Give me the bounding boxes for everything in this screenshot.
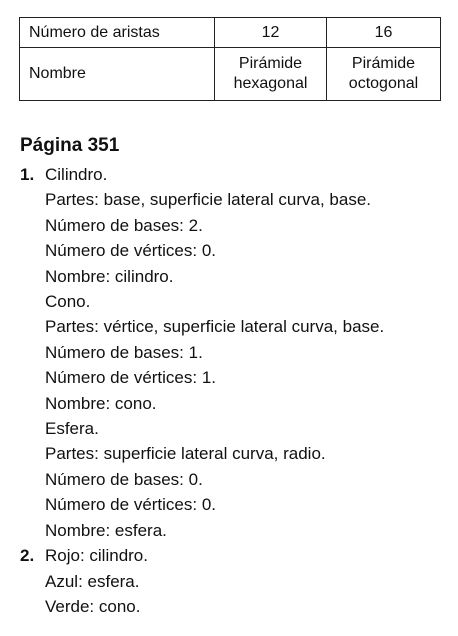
answer-text: Cono. (45, 292, 91, 312)
answer-text: Rojo: cilindro. (45, 546, 148, 566)
answer-text: Número de vértices: 0. (45, 241, 217, 261)
answer-text: Nombre: esfera. (45, 520, 167, 540)
answer-line (20, 594, 384, 619)
answer-line (20, 492, 384, 517)
shapes-table (19, 17, 441, 101)
answer-text: Número de bases: 2. (45, 215, 203, 235)
table-cell-value: 16 (327, 18, 441, 48)
answer-line (20, 238, 384, 263)
answer-line (20, 441, 384, 466)
answer-number: 1. (20, 165, 35, 184)
table-cell-value (327, 48, 441, 101)
answer-list (20, 162, 384, 619)
cell-text-line: Pirámide (238, 55, 303, 72)
section-title: Página 351 (20, 135, 120, 156)
answer-number: 2. (20, 546, 35, 566)
cell-text-line: octogonal (348, 75, 419, 92)
answer-line (20, 518, 384, 543)
answer-text: Nombre: cilindro. (45, 266, 174, 286)
answer-line (20, 340, 384, 365)
answer-text: Número de vértices: 1. (45, 368, 217, 388)
answer-text: Verde: cono. (45, 596, 141, 616)
answer-line (20, 314, 384, 339)
table-cell-label: Número de aristas (20, 18, 215, 48)
answer-text: Esfera. (45, 419, 99, 439)
table-row (20, 48, 441, 101)
answer-text: Partes: vértice, superficie lateral curva, base. (45, 317, 385, 337)
answer-line (20, 213, 384, 238)
answer-line (20, 543, 384, 568)
answer-text: Número de bases: 0. (45, 469, 203, 489)
answer-line (20, 467, 384, 492)
answer-line (20, 391, 384, 416)
answer-line (20, 264, 384, 289)
answer-text: Azul: esfera. (45, 571, 140, 591)
answer-line (20, 365, 384, 390)
table-cell-label: Nombre (20, 48, 215, 101)
answer-text: Partes: base, superficie lateral curva, base. (45, 190, 371, 210)
answer-text: Partes: superficie lateral curva, radio. (45, 444, 326, 464)
answer-text: Número de vértices: 0. (45, 495, 217, 515)
table-cell-value (215, 48, 327, 101)
cell-text-line: Pirámide (351, 55, 416, 72)
table-row (20, 18, 441, 48)
answer-text: Número de bases: 1. (45, 342, 203, 362)
cell-text-line: hexagonal (233, 75, 308, 92)
answer-line (20, 289, 384, 314)
table-cell-value: 12 (215, 18, 327, 48)
answer-text: Cilindro. (45, 165, 108, 184)
answer-text: Nombre: cono. (45, 393, 157, 413)
answer-line (20, 416, 384, 441)
answer-line (20, 569, 384, 594)
answer-line (20, 187, 384, 212)
answer-line (20, 162, 384, 187)
